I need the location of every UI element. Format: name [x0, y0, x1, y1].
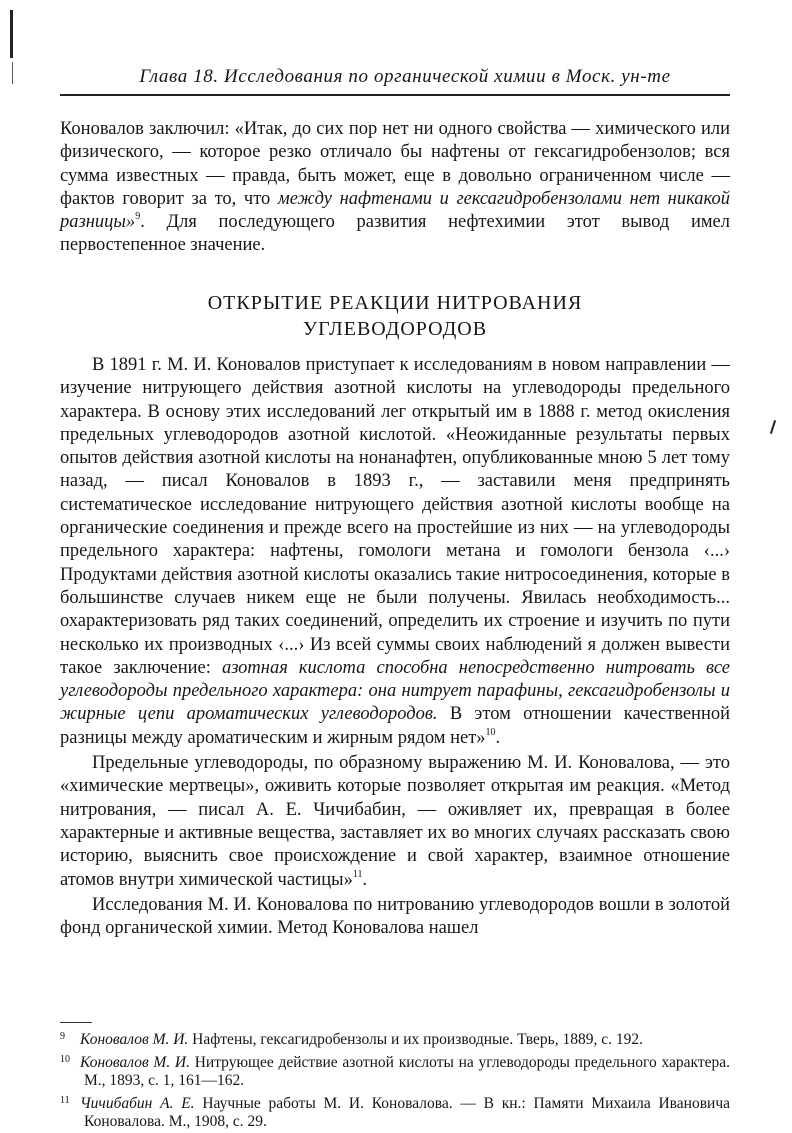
footnote-rule [60, 1022, 92, 1023]
footnote-10 [60, 1051, 730, 1091]
footnote-11 [60, 1092, 730, 1132]
paragraph-2 [60, 752, 730, 892]
paragraph-3: Исследования М. И. Коновалова по нитрованию углеводородов вошли в золотой фонд органической химии. Метод Коновалова нашел [60, 894, 730, 939]
margin-mark [770, 420, 776, 434]
body-block [60, 354, 730, 940]
footnote-ref-9: 9 [135, 211, 141, 223]
intro-paragraph [60, 118, 730, 258]
section-heading [60, 290, 730, 342]
footnote-text: Нитрующее действие азотной кислоты на углеводороды предельного характера. М., 1893, с. 1, 161—162. [84, 1053, 730, 1089]
scan-edge-mark-small [12, 62, 13, 84]
footnote-9 [60, 1028, 730, 1050]
footnote-number: 11 [60, 1094, 70, 1106]
footnote-text: Нафтены, гексагидробензолы и их производные. Тверь, 1889, с. 192. [188, 1031, 643, 1048]
footnote-ref-10: 10 [485, 726, 496, 738]
running-head: Глава 18. Исследования по органической химии в Моск. ун-те [139, 66, 671, 87]
paragraph-2-text: Предельные углеводороды, по образному выражению М. И. Коновалова, — это «химические мертвецы», оживить которые позволяет открытая им реакция. «Метод нитрования, — писал А. Е. Чичибабин, — оживляет их, превращая в более характерные и активные вещества, заставляет их во многих случаях рассказать свою историю, выяснить свое происхождение и свой характер, взаимное отношение атомов внутри химической частицы» [60, 753, 730, 890]
footnote-number: 10 [60, 1053, 70, 1065]
footnotes [60, 1028, 730, 1133]
paragraph-2-end: . [362, 869, 368, 890]
paragraph-1 [60, 354, 730, 750]
section-heading-line-2: УГЛЕВОДОРОДОВ [302, 318, 488, 340]
running-head-rule [60, 94, 730, 96]
footnote-author: Коновалов М. И. [80, 1031, 189, 1048]
footnote-author: Чичибабин А. Е. [80, 1094, 195, 1112]
footnote-author: Коновалов М. И. [80, 1053, 190, 1071]
section-heading-line-1: ОТКРЫТИЕ РЕАКЦИИ НИТРОВАНИЯ [207, 292, 583, 314]
footnote-text: Научные работы М. И. Коновалова. — В кн.: Памяти Михаила Ивановича Коновалова. М., 1908, с. 29. [84, 1094, 730, 1130]
footnote-number: 9 [60, 1031, 65, 1042]
intro-lead: Коновалов заключил: «Итак, до сих пор нет ни одного свойства — химического или физического, — которое резко отличало бы нафтены от гексагидробензолов; вся сумма известных — правда, быть может, еще в довольно ограниченном числе — фактов говорит за то, что [60, 119, 730, 209]
paragraph-1-tail: В этом отношении качественной разницы между ароматическим и жирным рядом нет» [60, 704, 730, 748]
intro-tail: . Для последующего развития нефтехимии этот вывод имел первостепенное значение. [60, 212, 730, 256]
paragraph-1-emphasis: азотная кислота способна непосредственно нитровать все углеводороды предельного характера: она нитрует парафины, гексагидробензолы и жирные цепи ароматических углеводородов. [60, 657, 730, 725]
paragraph-1-end: . [495, 727, 501, 748]
paragraph-1-lead: В 1891 г. М. И. Коновалов приступает к исследованиям в новом направлении — изучение нитрующего действия азотной кислоты на углеводороды предельного характера. В основу этих исследований лег открытый им в 1888 г. метод окисления предельных углеводородов азотной кислотой. «Неожиданные результаты первых опытов действия азотной кислоты на нонанафтен, опубликованные мною 5 лет тому назад, — писал Коновалов в 1893 г., — заставили меня предпринять систематическое исследование нитрующего действия азотной кислоты вообще на органические соединения и прежде всего на простейшие из них — на углеводороды предельного характера: нафтены, гомологи метана и гомологи бензола ‹...› Продуктами действия азотной кислоты оказались такие нитросоединения, которые в большинстве случаев никем еще не были получены. Явилась необходимость... охарактеризовать ряд таких соединений, определить их строение и изучить по пути несколько их производных ‹...› Из всей суммы своих наблюдений я должен вывести такое заключение: [60, 355, 730, 678]
intro-block [60, 118, 730, 258]
scan-edge-mark [10, 10, 13, 58]
footnote-ref-11: 11 [352, 868, 363, 880]
intro-emphasis: между нафтенами и гексагидробензолами нет никакой разницы» [60, 188, 730, 233]
